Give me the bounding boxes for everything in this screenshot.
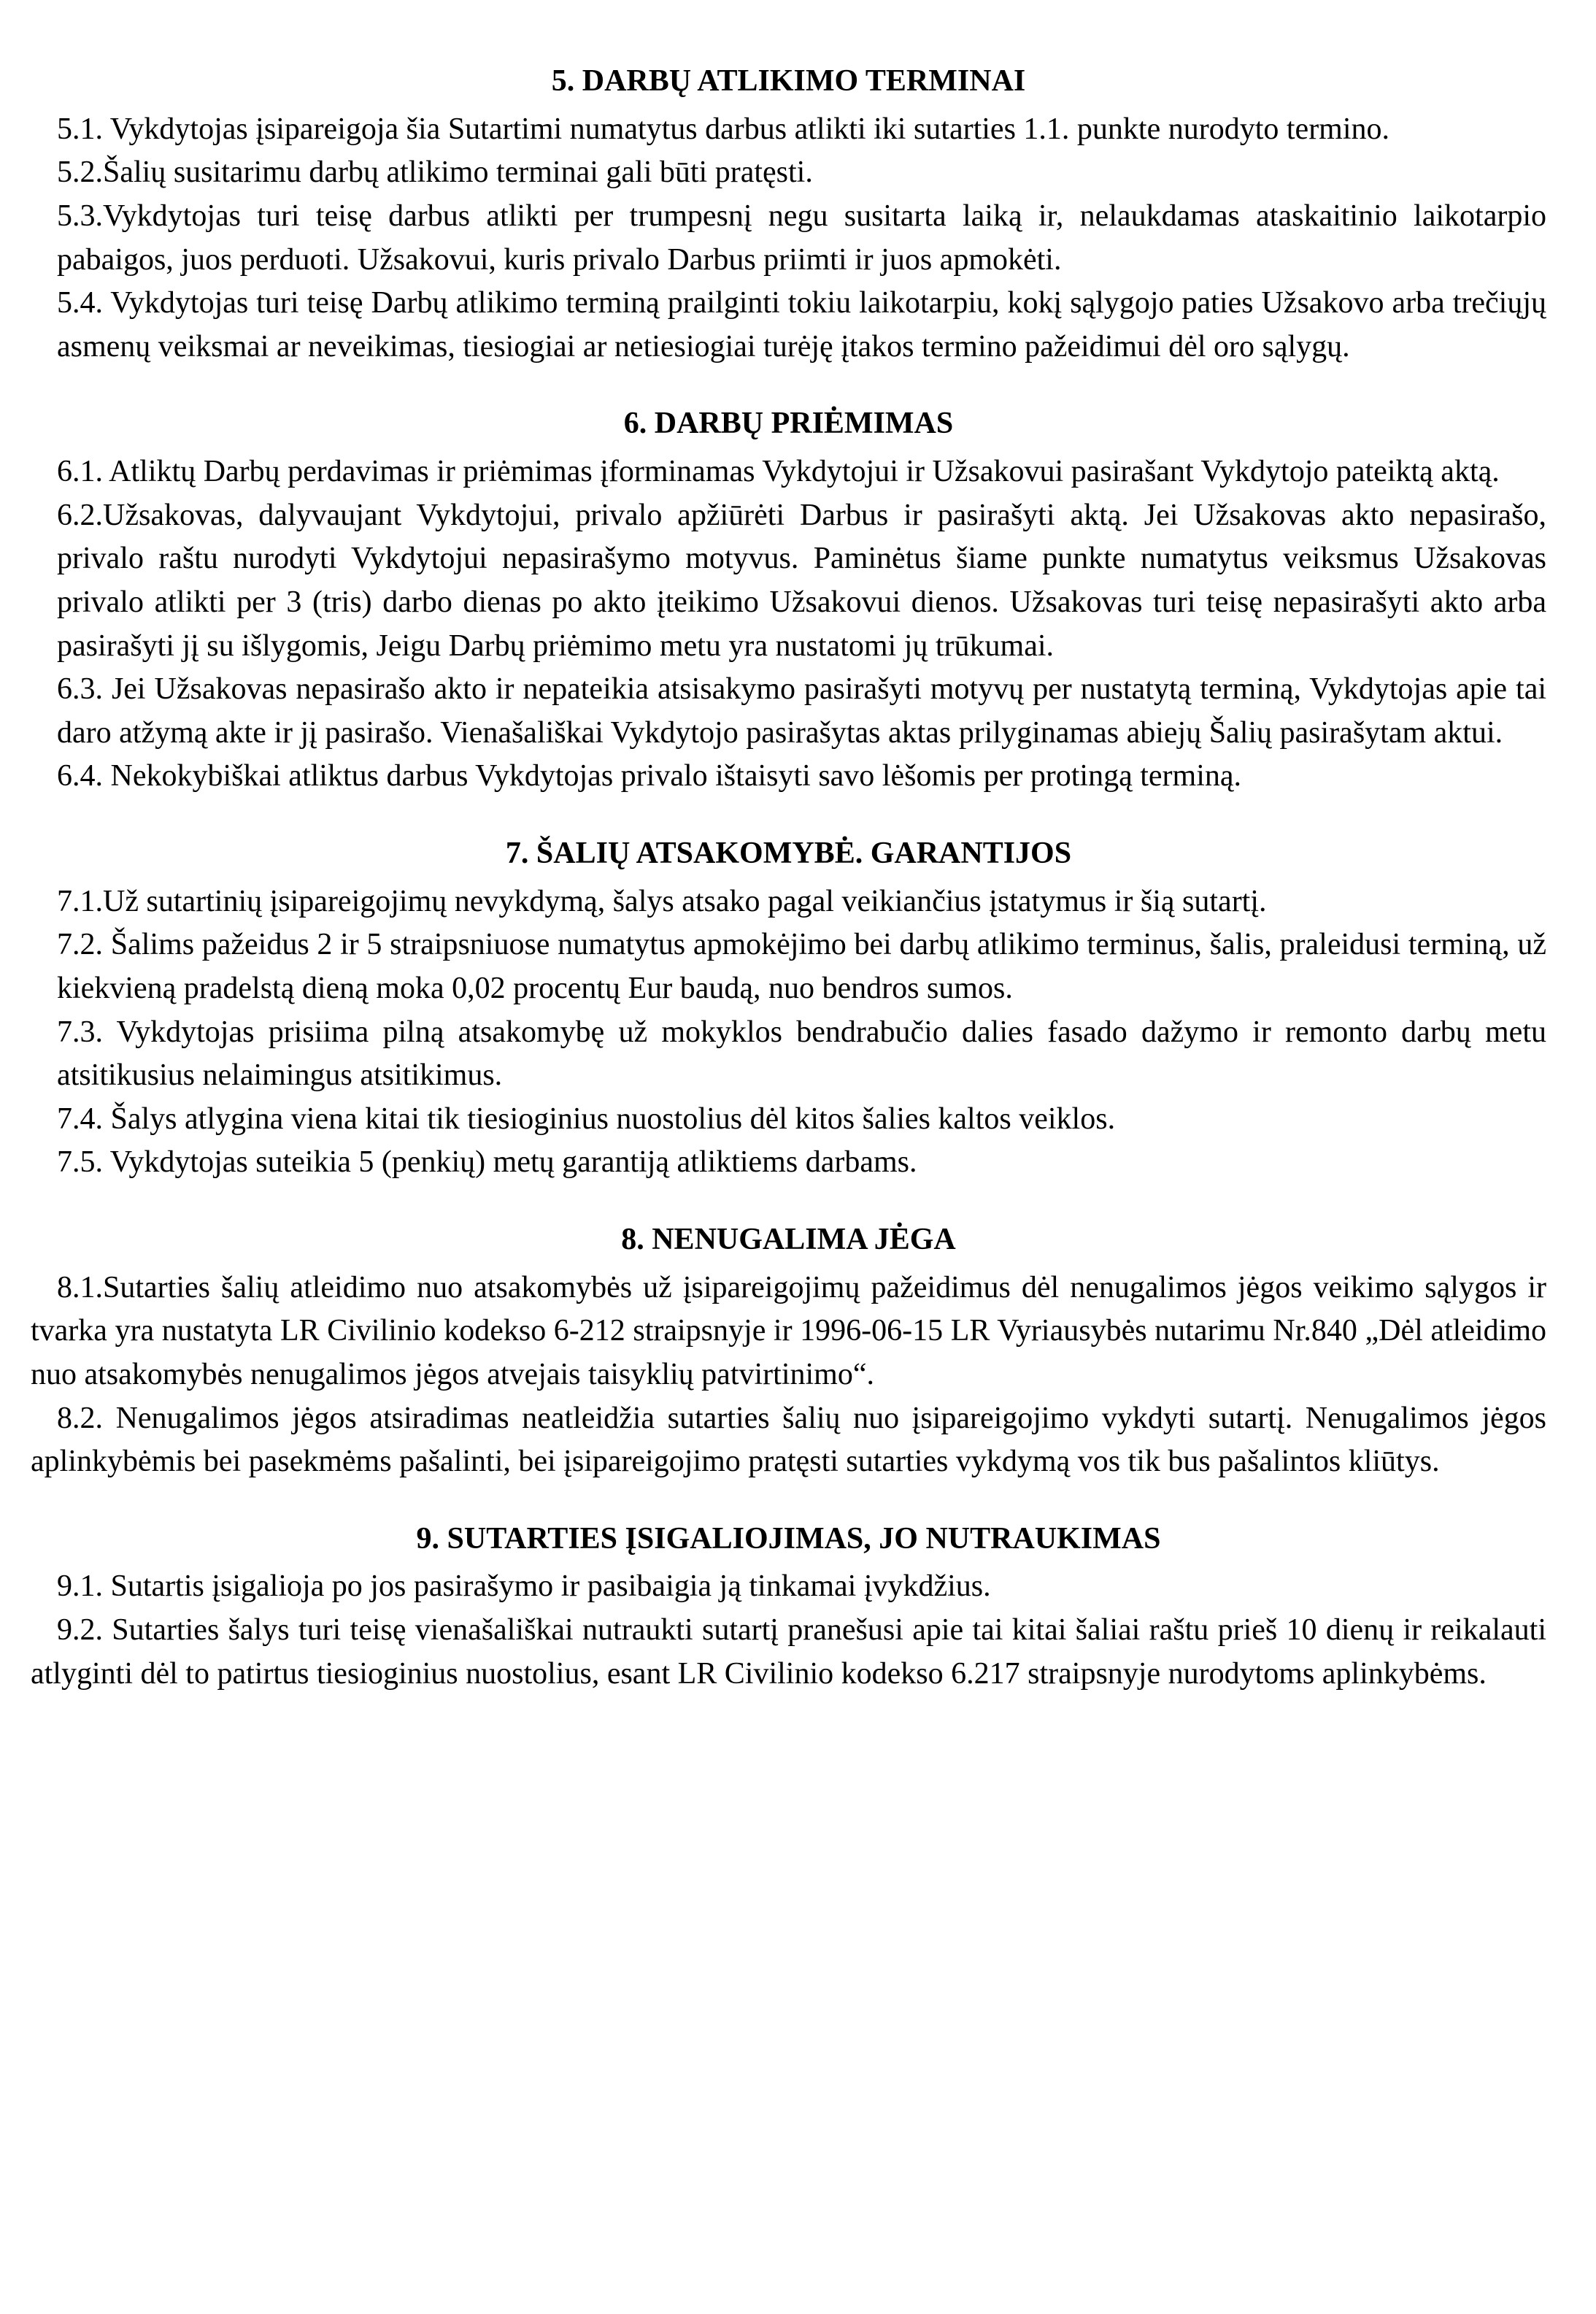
paragraph-5-3: 5.3.Vykdytojas turi teisę darbus atlikti per trumpesnį negu susitarta laiką ir, nelaukdamas ataskaitinio laikotarpio pabaigos, juos perduoti. Užsakovui, kuris privalo Darbus priimti ir juos apmokėti. bbox=[57, 199, 1546, 277]
section-heading: 7. ŠALIŲ ATSAKOMYBĖ. GARANTIJOS bbox=[505, 837, 1072, 870]
paragraph-9-2: 9.2. Sutarties šalys turi teisę vienašališkai nutraukti sutartį pranešusi apie tai kitai šaliai raštu prieš 10 dienų ir reikalauti atlyginti dėl to patirtus tiesioginius nuostolius, esant LR Civilinio kodekso 6.217 straipsnyje nurodytoms aplinkybėms. bbox=[31, 1613, 1546, 1691]
section-darbu-atlikimo-terminai bbox=[31, 60, 1546, 369]
paragraph-5-4: 5.4. Vykdytojas turi teisę Darbų atlikimo terminą prailginti tokiu laikotarpiu, kokį sąlygojo paties Užsakovo arba trečiųjų asmenų veiksmai ar neveikimas, tiesiogiai ar netiesiogiai turėję įtakos termino pažeidimui dėl oro sąlygų. bbox=[57, 286, 1546, 364]
section-nenugalima-jega bbox=[31, 1218, 1546, 1484]
section-heading: 9. SUTARTIES ĮSIGALIOJIMAS, JO NUTRAUKIMAS bbox=[416, 1521, 1161, 1556]
paragraph-6-2: 6.2.Užsakovas, dalyvaujant Vykdytojui, privalo apžiūrėti Darbus ir pasirašyti aktą. Jei Užsakovas akto nepasirašo, privalo raštu nurodyti Vykdytojui nepasirašymo motyvus. Paminėtus šiame punkte numatytus veiksmus Užsakovas privalo atlikti per 3 (tris) darbo dienas po akto įteikimo Užsakovui dienos. Užsakovas turi teisę nepasirašyti akto arba pasirašyti jį su išlygomis, Jeigu Darbų priėmimo metu yra nustatomi jų trūkumai. bbox=[57, 498, 1546, 663]
paragraph-6-4: 6.4. Nekokybiškai atliktus darbus Vykdytojas privalo ištaisyti savo lėšomis per protingą terminą. bbox=[57, 759, 1242, 793]
paragraph-7-4: 7.4. Šalys atlygina viena kitai tik tiesioginius nuostolius dėl kitos šalies kaltos veiklos. bbox=[57, 1102, 1116, 1136]
paragraph-7-2: 7.2. Šalims pažeidus 2 ir 5 straipsniuose numatytus apmokėjimo bei darbų atlikimo terminus, šalis, praleidusi terminą, už kiekvieną pradelstą dieną moka 0,02 procentų Eur baudą, nuo bendros sumos. bbox=[57, 928, 1546, 1005]
section-saliu-atsakomybe-garantijos bbox=[31, 832, 1546, 1185]
paragraph-9-1: 9.1. Sutartis įsigalioja po jos pasirašymo ir pasibaigia ją tinkamai įvykdžius. bbox=[57, 1569, 991, 1604]
paragraph-6-3: 6.3. Jei Užsakovas nepasirašo akto ir nepateikia atsisakymo pasirašyti motyvų per nustatytą terminą, Vykdytojas apie tai daro atžymą akte ir jį pasirašo. Vienašališkai Vykdytojo pasirašytas aktas prilyginamas abiejų Šalių pasirašytam aktui. bbox=[57, 672, 1546, 750]
section-heading: 6. DARBŲ PRIĖMIMAS bbox=[623, 407, 954, 441]
section-heading: 5. DARBŲ ATLIKIMO TERMINAI bbox=[551, 64, 1026, 98]
section-darbu-priemimas bbox=[31, 402, 1546, 799]
paragraph-8-1: 8.1.Sutarties šalių atleidimo nuo atsakomybės už įsipareigojimų pažeidimus dėl nenugalimos jėgos veikimo sąlygos ir tvarka yra nustatyta LR Civilinio kodekso 6-212 straipsnyje ir 1996-06-15 LR Vyriausybės nutarimu Nr.840 „Dėl atleidimo nuo atsakomybės nenugalimos jėgos atvejais taisyklių patvirtinimo“. bbox=[31, 1270, 1546, 1391]
paragraph-7-5: 7.5. Vykdytojas suteikia 5 (penkių) metų garantiją atliktiems darbams. bbox=[57, 1145, 917, 1180]
paragraph-5-2: 5.2.Šalių susitarimu darbų atlikimo terminai gali būti pratęsti. bbox=[57, 155, 813, 190]
paragraph-5-1: 5.1. Vykdytojas įsipareigoja šia Sutartimi numatytus darbus atlikti iki sutarties 1.1. punkte nurodyto termino. bbox=[57, 112, 1390, 146]
section-sutarties-isigaliojimas bbox=[31, 1518, 1546, 1696]
paragraph-7-1: 7.1.Už sutartinių įsipareigojimų nevykdymą, šalys atsako pagal veikiančius įstatymus ir šią sutartį. bbox=[57, 884, 1267, 918]
paragraph-6-1: 6.1. Atliktų Darbų perdavimas ir priėmimas įforminamas Vykdytojui ir Užsakovui pasirašant Vykdytojo pateiktą aktą. bbox=[57, 455, 1500, 488]
section-heading: 8. NENUGALIMA JĖGA bbox=[621, 1223, 956, 1256]
paragraph-8-2: 8.2. Nenugalimos jėgos atsiradimas neatleidžia sutarties šalių nuo įsipareigojimo vykdyti sutartį. Nenugalimos jėgos aplinkybėmis bei pasekmėms pašalinti, bei įsipareigojimo pratęsti sutarties vykdymą vos tik bus pašalintos kliūtys. bbox=[31, 1401, 1546, 1479]
paragraph-7-3: 7.3. Vykdytojas prisiima pilną atsakomybę už mokyklos bendrabučio dalies fasado dažymo ir remonto darbų metu atsitikusius nelaimingus atsitikimus. bbox=[57, 1015, 1546, 1093]
